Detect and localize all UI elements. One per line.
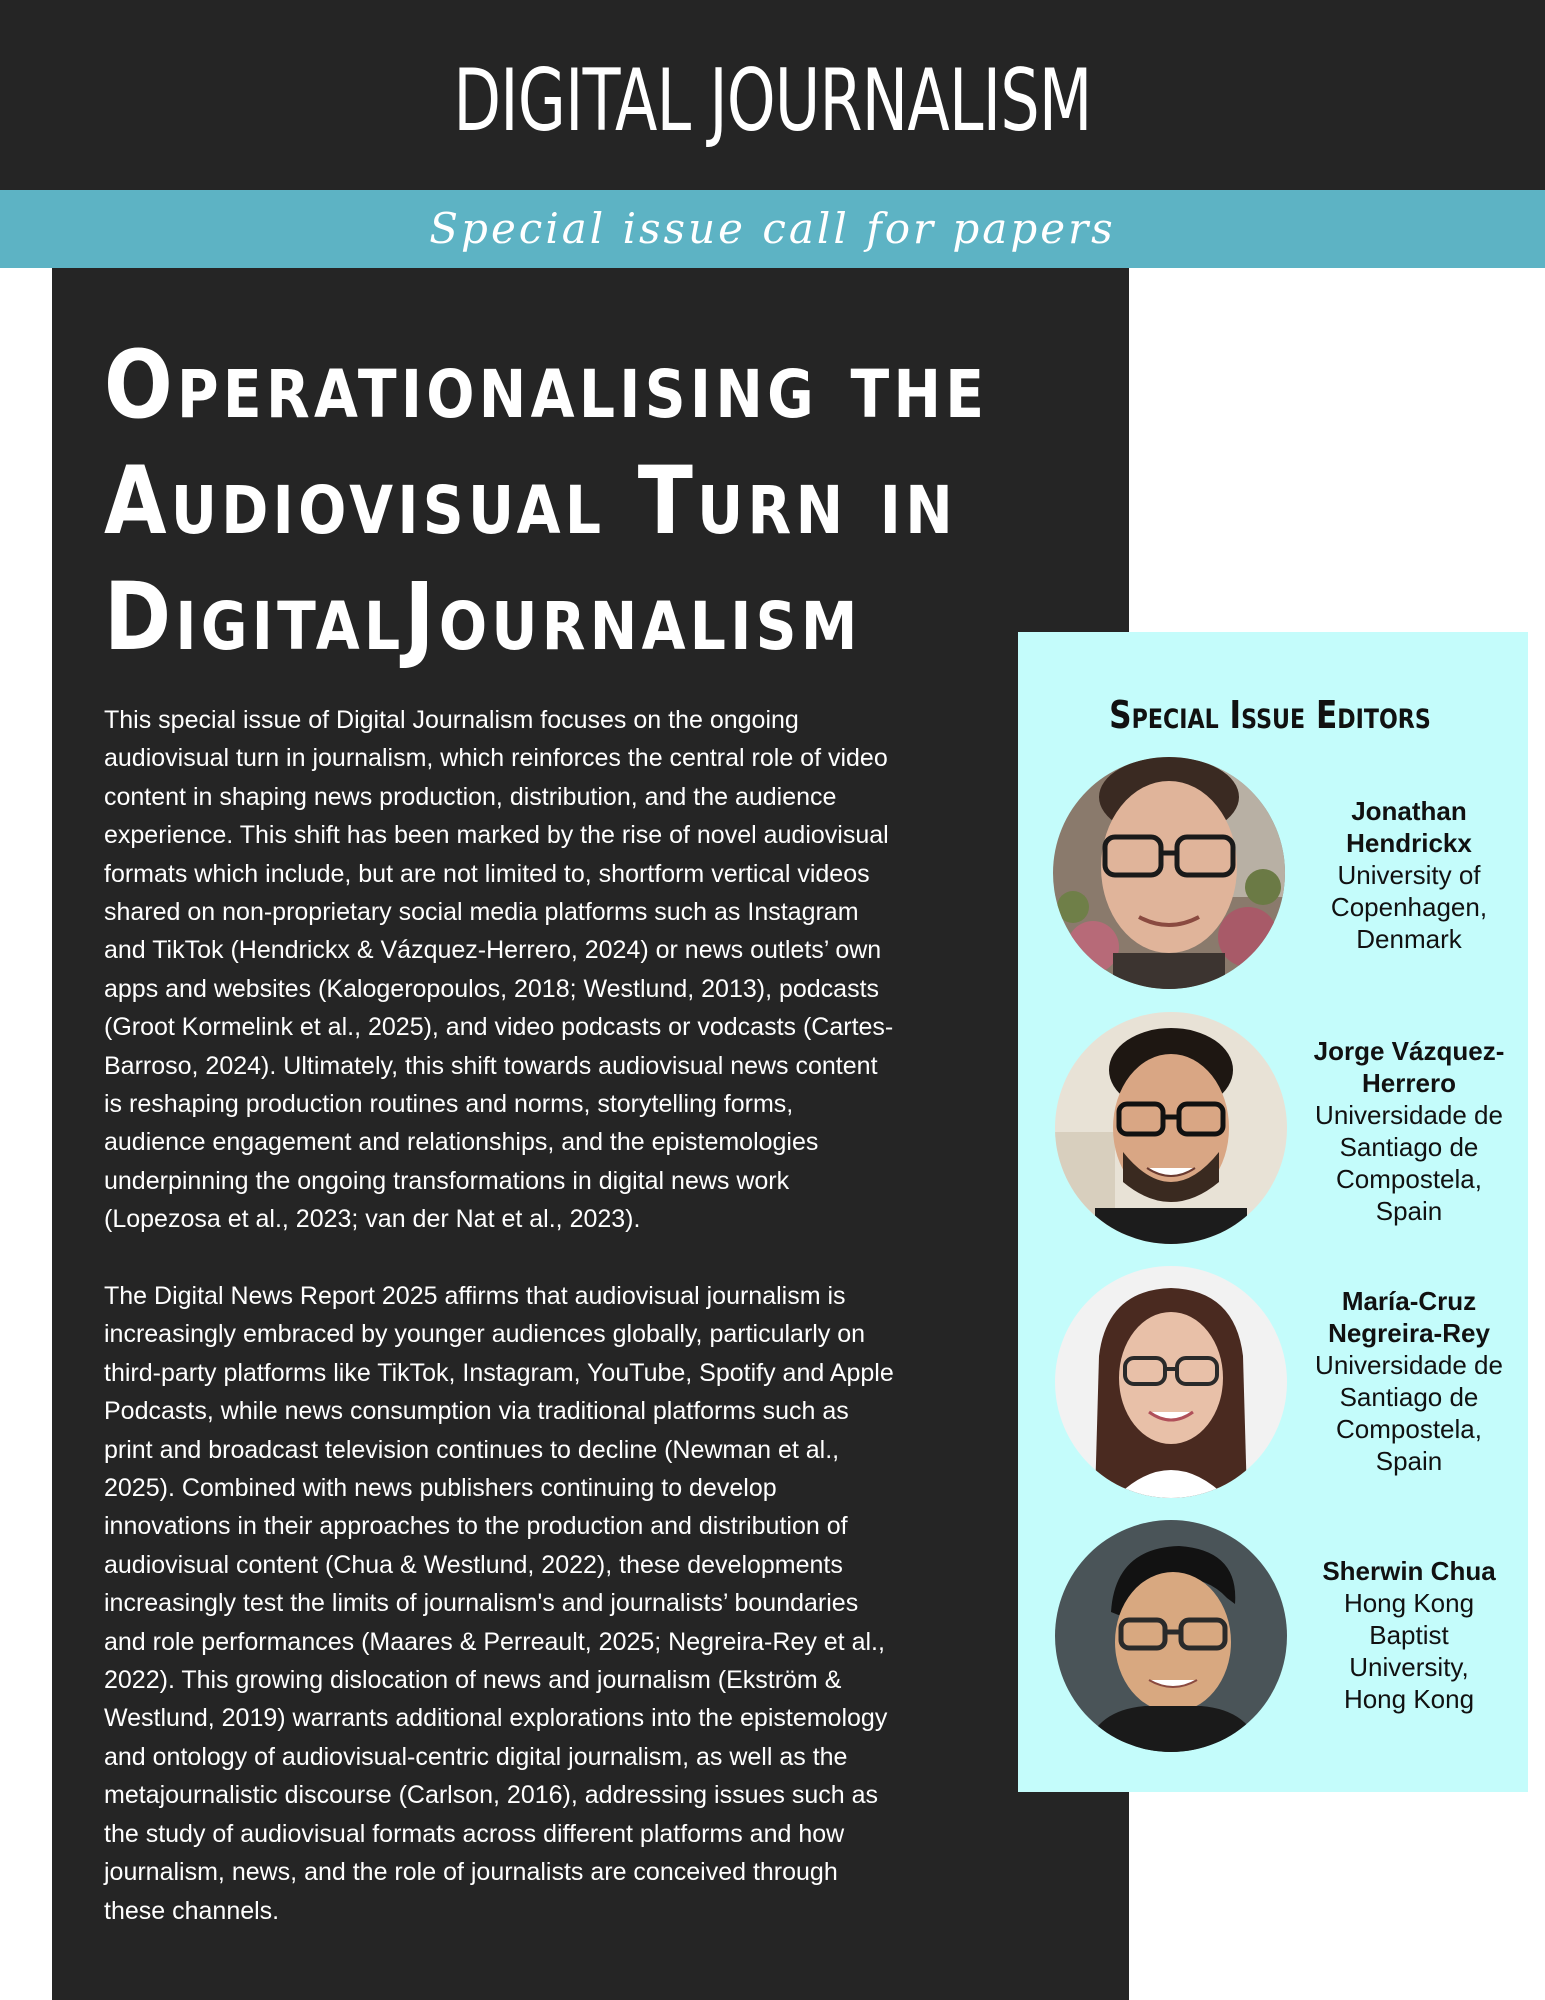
editor-affiliation: Compostela, [1336, 1414, 1482, 1444]
editor-card [1300, 1285, 1518, 1477]
editor-name: Hendrickx [1346, 828, 1472, 858]
paragraph-line: experience. This shift has been marked by the rise of novel audiovisual [104, 821, 889, 850]
paragraph-line: (Groot Kormelink et al., 2025), and video podcasts or vodcasts (Cartes- [104, 1013, 894, 1042]
paragraph-line: Westlund, 2019) warrants additional explorations into the epistemology [104, 1704, 888, 1733]
title-line: Operationalising the [104, 331, 989, 440]
editor-affiliation: Compostela, [1336, 1164, 1482, 1194]
paragraph-line: metajournalistic discourse (Carlson, 2016), addressing issues such as [104, 1781, 878, 1810]
intro-paragraph [104, 701, 974, 1239]
paragraph-line: Podcasts, while news consumption via traditional platforms such as [104, 1397, 849, 1426]
special-issue-title [104, 328, 1104, 676]
banner-text: Special issue call for papers [429, 204, 1116, 253]
editor-name: Sherwin Chua [1322, 1556, 1496, 1586]
paragraph-line: the study of audiovisual formats across different platforms and how [104, 1819, 845, 1848]
paragraph-line: is reshaping production routines and norms, storytelling forms, [104, 1090, 794, 1119]
paragraph-line: and ontology of audiovisual-centric digital journalism, as well as the [104, 1742, 848, 1771]
paragraph-line: Barroso, 2024). Ultimately, this shift towards audiovisual news content [104, 1051, 878, 1080]
editor-affiliation: Santiago de [1339, 1382, 1479, 1412]
editor-affiliation: University, [1349, 1652, 1469, 1682]
paragraph-line: increasingly embraced by younger audiences globally, particularly on [104, 1320, 866, 1349]
editor-affiliation: Hong Kong [1343, 1588, 1475, 1618]
editor-card [1300, 1555, 1518, 1715]
editor-card [1300, 1035, 1518, 1227]
editor-name: Jorge Vázquez- [1313, 1036, 1505, 1066]
paragraph-line: and role performances (Maares & Perreault, 2025; Negreira-Rey et al., [104, 1627, 885, 1656]
editor-affiliation: Denmark [1356, 924, 1462, 954]
paragraph-line: (Lopezosa et al., 2023; van der Nat et al., 2023). [104, 1205, 641, 1234]
paragraph-line: shared on non-proprietary social media platforms such as Instagram [104, 898, 859, 927]
title-line: DigitalJournalism [104, 563, 862, 672]
paragraph-line: apps and websites (Kalogeropoulos, 2018; Westlund, 2013), podcasts [104, 974, 880, 1003]
editor-photo [1053, 757, 1285, 989]
paragraph-line: content in shaping news production, distribution, and the audience [104, 782, 837, 811]
paragraph-line: formats which include, but are not limited to, shortform vertical videos [104, 859, 870, 888]
title-line: Audiovisual Turn in [104, 447, 958, 556]
editor-affiliation: Universidade de [1315, 1350, 1503, 1380]
editor-photo [1055, 1520, 1287, 1752]
paragraph-line: audiovisual turn in journalism, which reinforces the central role of video [104, 744, 888, 773]
editor-name: Herrero [1362, 1068, 1456, 1098]
paragraph-line: increasingly test the limits of journalism's and journalists’ boundaries [104, 1589, 859, 1618]
editor-name: Negreira-Rey [1328, 1318, 1490, 1348]
paragraph-line: and TikTok (Hendrickx & Vázquez-Herrero, 2024) or news outlets’ own [104, 936, 882, 965]
paragraph-line: 2022). This growing dislocation of news and journalism (Ekström & [104, 1666, 842, 1695]
editor-card [1300, 795, 1518, 955]
editors-heading: Special Issue Editors [1109, 693, 1431, 737]
editor-affiliation: Copenhagen, [1330, 892, 1488, 922]
editor-affiliation: Universidade de [1315, 1100, 1503, 1130]
editor-affiliation: Spain [1375, 1196, 1443, 1226]
paragraph-line: third-party platforms like TikTok, Instagram, YouTube, Spotify and Apple [104, 1358, 894, 1387]
editor-affiliation: Baptist [1369, 1620, 1449, 1650]
editor-affiliation: Santiago de [1339, 1132, 1479, 1162]
paragraph-line: underpinning the ongoing transformations in digital news work [104, 1166, 790, 1195]
paragraph-line: these channels. [104, 1896, 280, 1925]
paragraph-line: journalism, news, and the role of journalists are conceived through [104, 1858, 838, 1887]
editor-name: María-Cruz [1341, 1286, 1477, 1316]
paragraph-line: This special issue of Digital Journalism focuses on the ongoing [104, 706, 799, 734]
paragraph-line: innovations in their approaches to the production and distribution of [104, 1512, 848, 1541]
journal-title: DIGITAL JOURNALISM [453, 51, 1092, 151]
paragraph-line: The Digital News Report 2025 affirms that audiovisual journalism is [104, 1282, 846, 1310]
editor-photo [1055, 1266, 1287, 1498]
paragraph-line: print and broadcast television continues to decline (Newman et al., [104, 1435, 840, 1464]
paragraph-line: audience engagement and relationships, and the epistemologies [104, 1128, 819, 1157]
context-paragraph [104, 1277, 974, 1930]
editor-name: Jonathan [1351, 796, 1467, 826]
editor-affiliation: University of [1337, 860, 1481, 890]
paragraph-line: audiovisual content (Chua & Westlund, 2022), these developments [104, 1550, 843, 1579]
editor-affiliation: Spain [1375, 1446, 1443, 1476]
paragraph-line: 2025). Combined with news publishers continuing to develop [104, 1474, 777, 1503]
editor-affiliation: Hong Kong [1343, 1684, 1475, 1714]
editor-photo [1055, 1012, 1287, 1244]
